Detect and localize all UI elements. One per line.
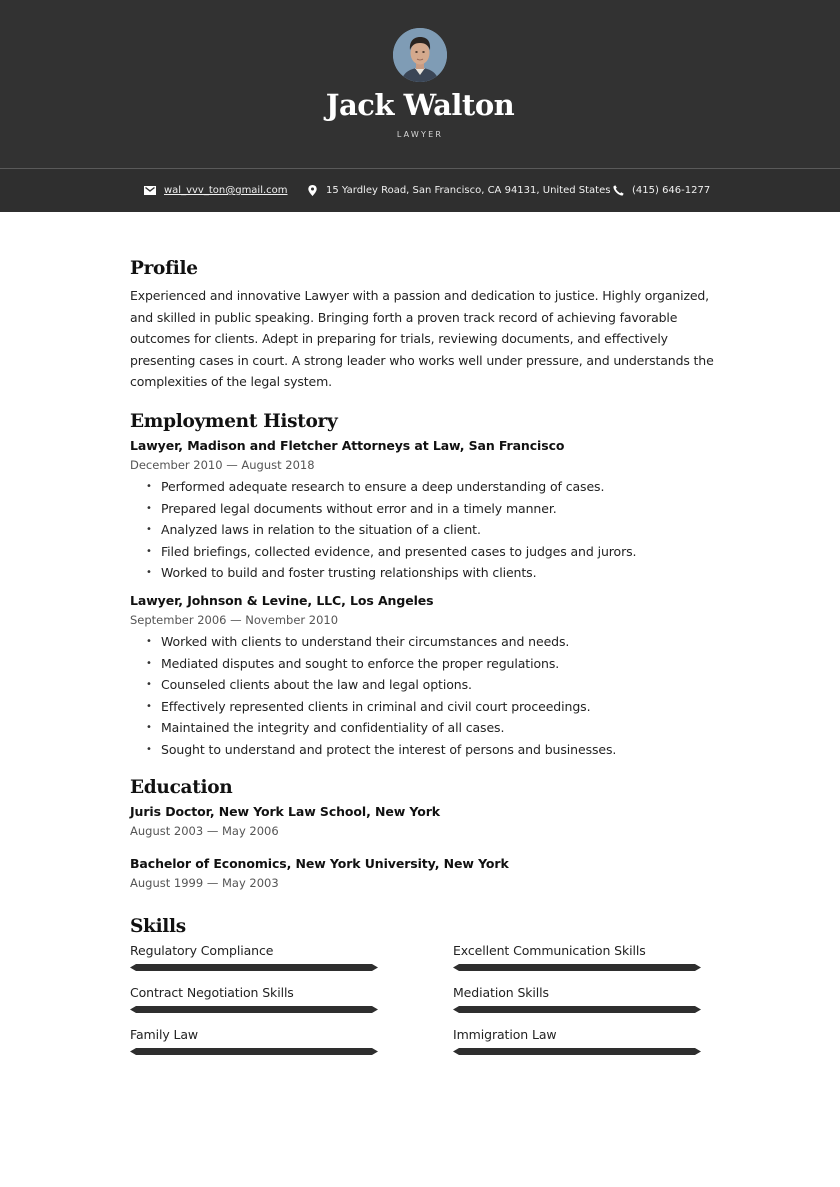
skill-item	[130, 1027, 380, 1055]
contact-address	[306, 169, 610, 212]
job-entry	[130, 593, 720, 761]
profile-title: Profile	[130, 258, 198, 279]
education-section	[130, 777, 720, 890]
employment-section	[130, 411, 720, 761]
skill-name: Family Law	[130, 1026, 199, 1042]
resume-header	[0, 0, 840, 168]
map-pin-icon	[306, 185, 318, 197]
skill-name: Regulatory Compliance	[130, 942, 274, 958]
list-item: • Sought to understand and protect the interest of persons and businesses.	[130, 739, 720, 761]
list-item: • Prepared legal documents without error and in a timely manner.	[130, 498, 720, 520]
education-entry	[130, 804, 720, 838]
skills-grid	[130, 943, 720, 1083]
avatar	[393, 28, 447, 82]
degree-title: Juris Doctor, New York Law School, New York	[130, 803, 440, 819]
profile-text: Experienced and innovative Lawyer with a passion and dedication to justice. Highly organized, and skilled in public speaking. Bringing forth a proven track record of achieving favorable outcomes for clients. Adept in preparing for trials, reviewing documents, and effectively presenting cases in court. A strong leader who works well under pressure, and understands the complexities of the legal system.	[130, 288, 714, 390]
envelope-icon	[144, 185, 156, 197]
list-item: • Performed adequate research to ensure a deep understanding of cases.	[130, 476, 720, 498]
skill-item	[453, 943, 703, 971]
contact-bar	[0, 169, 840, 212]
education-entry	[130, 856, 720, 890]
job-bullets	[130, 631, 720, 761]
skill-name: Contract Negotiation Skills	[130, 984, 294, 1000]
degree-dates: August 2003 — May 2006	[130, 823, 279, 838]
job-entry	[130, 438, 720, 584]
skill-level-bar	[453, 964, 701, 971]
skill-name: Mediation Skills	[453, 984, 549, 1000]
skills-section	[130, 916, 720, 1083]
list-item: • Filed briefings, collected evidence, and presented cases to judges and jurors.	[130, 541, 720, 563]
skill-name: Immigration Law	[453, 1026, 557, 1042]
candidate-name: Jack Walton	[325, 88, 515, 122]
candidate-role: LAWYER	[396, 130, 444, 139]
skill-name: Excellent Communication Skills	[453, 942, 646, 958]
job-title: Lawyer, Madison and Fletcher Attorneys at Law, San Francisco	[130, 437, 565, 453]
skill-item	[130, 943, 380, 971]
phone-icon	[612, 185, 624, 197]
list-item: • Counseled clients about the law and legal options.	[130, 674, 720, 696]
job-bullets	[130, 476, 720, 584]
job-dates: December 2010 — August 2018	[130, 457, 315, 472]
list-item: • Maintained the integrity and confidentiality of all cases.	[130, 717, 720, 739]
list-item: • Effectively represented clients in criminal and civil court proceedings.	[130, 696, 720, 718]
list-item: • Worked to build and foster trusting relationships with clients.	[130, 562, 720, 584]
resume-body	[130, 258, 720, 1083]
skill-level-bar	[453, 1006, 701, 1013]
avatar-photo-icon	[393, 28, 447, 82]
list-item: • Worked with clients to understand their circumstances and needs.	[130, 631, 720, 653]
list-item: • Mediated disputes and sought to enforce the proper regulations.	[130, 653, 720, 675]
address-text: 15 Yardley Road, San Francisco, CA 94131, United States	[326, 185, 611, 196]
contact-email[interactable]	[144, 169, 288, 212]
profile-section	[130, 258, 720, 393]
skill-level-bar	[130, 1048, 378, 1055]
skill-level-bar	[130, 1006, 378, 1013]
phone-text: (415) 646-1277	[632, 185, 711, 196]
skill-item	[453, 985, 703, 1013]
skills-title: Skills	[130, 915, 186, 937]
skill-item	[453, 1027, 703, 1055]
employment-title: Employment History	[130, 410, 338, 432]
education-title: Education	[130, 776, 233, 798]
contact-phone	[612, 169, 710, 212]
degree-title: Bachelor of Economics, New York University, New York	[130, 855, 509, 871]
job-dates: September 2006 — November 2010	[130, 612, 339, 627]
skill-item	[130, 985, 380, 1013]
job-title: Lawyer, Johnson & Levine, LLC, Los Angeles	[130, 592, 434, 608]
degree-dates: August 1999 — May 2003	[130, 875, 279, 890]
skill-level-bar	[453, 1048, 701, 1055]
list-item: • Analyzed laws in relation to the situation of a client.	[130, 519, 720, 541]
email-link[interactable]: wal_vvv_ton@gmail.com	[164, 185, 288, 196]
skill-level-bar	[130, 964, 378, 971]
